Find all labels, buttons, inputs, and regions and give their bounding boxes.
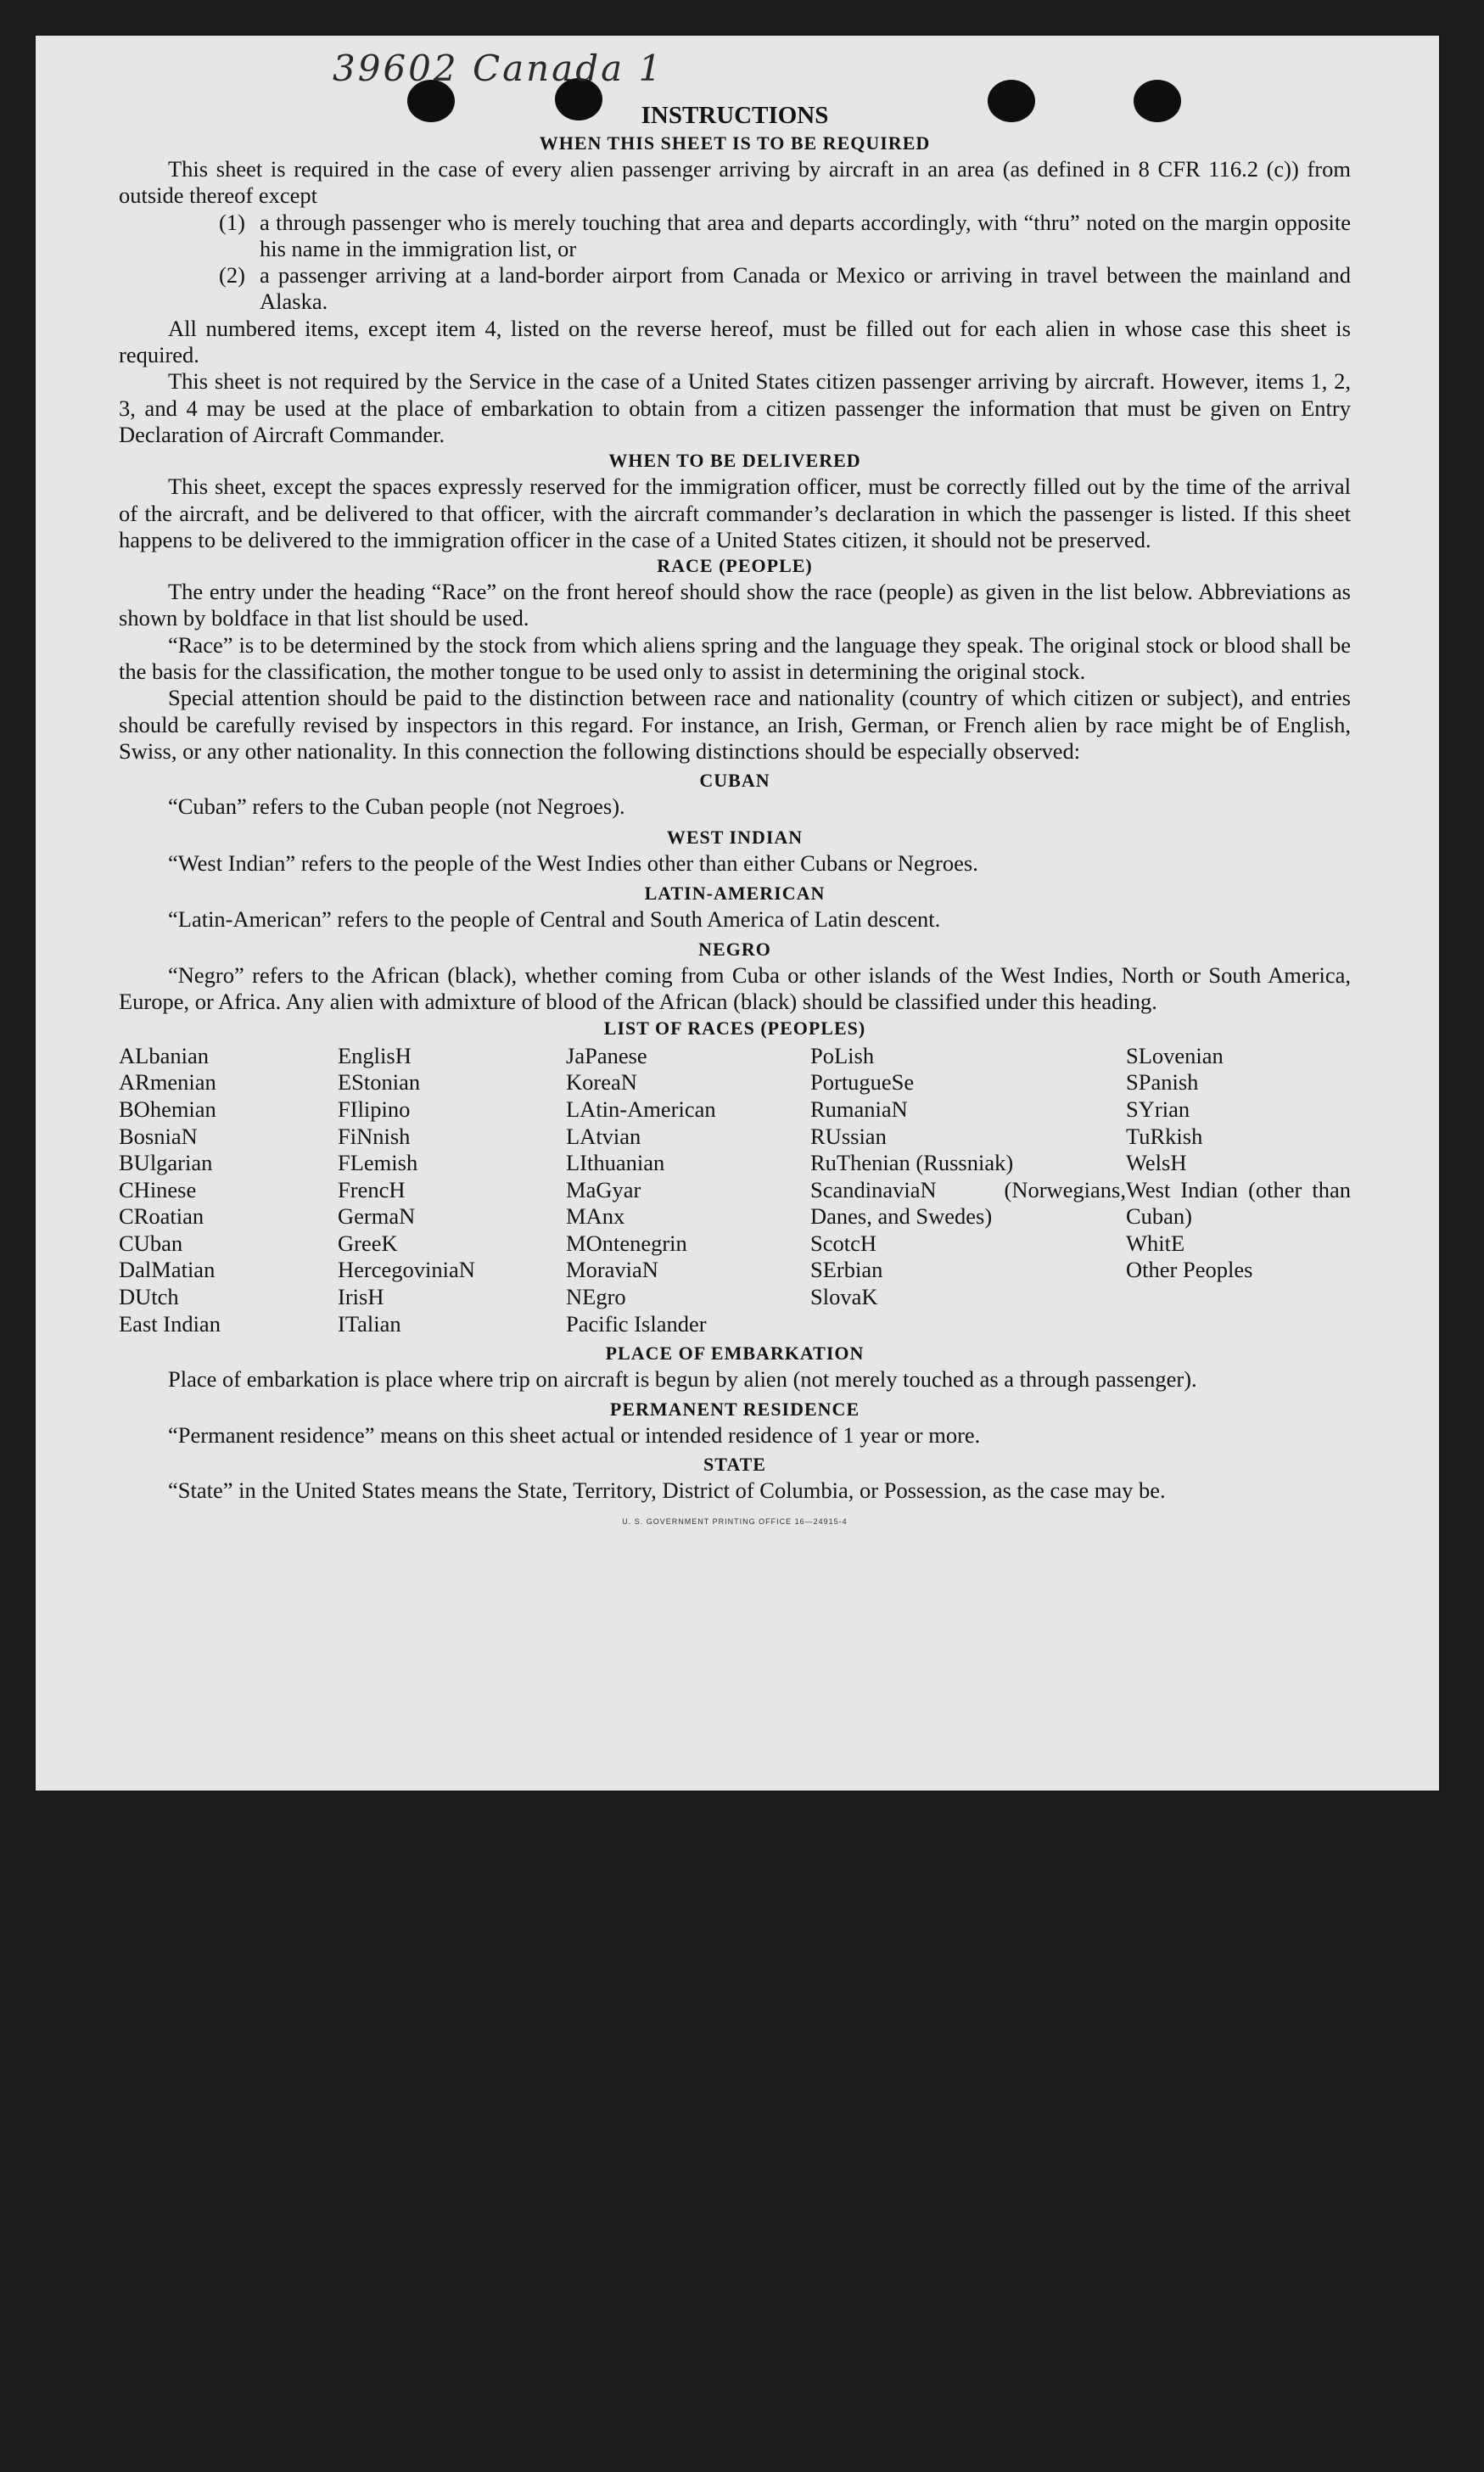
race-item: BosniaN [119,1123,198,1149]
race-item: LAtin-American [566,1096,716,1122]
race-item: NEgro [566,1284,626,1310]
race-item: IrisH [338,1284,384,1310]
paragraph: All numbered items, except item 4, listed on the reverse hereof, must be filled out for each alien in whose case this sheet is required. [119,315,1351,368]
list-item [219,210,1351,263]
printing-office-footer: U. S. GOVERNMENT PRINTING OFFICE 16—24915-4 [622,1517,848,1527]
paragraph: “Permanent residence” means on this sheet actual or intended residence of 1 year or more. [168,1421,981,1448]
section-heading: WHEN THIS SHEET IS TO BE REQUIRED [539,132,931,154]
race-item: JaPanese [566,1042,647,1068]
list-item [219,262,1351,316]
list-text: a passenger arriving at a land-border airport from Canada or Mexico or arriving in travel between the mainland and Alaska. [260,262,1351,315]
race-item: ITalian [338,1310,401,1337]
section-heading: LIST OF RACES (PEOPLES) [603,1017,866,1039]
race-item: MAnx [566,1203,625,1230]
list-number: (2) [219,262,245,289]
race-item: LIthuanian [566,1150,665,1176]
race-item: West Indian (other than Cuban) [1126,1176,1351,1230]
document-sheet [36,36,1439,1791]
paragraph: The entry under the heading “Race” on the front hereof should show the race (people) as given in the list below. Abbreviations as shown by boldface in that list should be used. [119,579,1351,631]
race-item: CHinese [119,1176,197,1202]
race-item: SPanish [1126,1069,1199,1096]
paragraph: Place of embarkation is place where trip on aircraft is begun by alien (not merely touched as a through passenger). [168,1366,1197,1393]
instructions-body [119,100,1351,1535]
race-item: RUssian [810,1123,887,1149]
race-item: MaGyar [566,1176,641,1202]
race-item: LAtvian [566,1123,641,1149]
race-item: KoreaN [566,1069,637,1096]
race-item: EStonian [338,1069,421,1096]
race-item: SErbian [810,1257,883,1283]
section-heading: PERMANENT RESIDENCE [609,1398,860,1420]
paragraph: Special attention should be paid to the distinction between race and nationality (country of which citizen or subject), and entries should be carefully revised by inspectors in this regard. For instance, an Irish, German, or French alien by race might be of English, Swiss, or any other nationality. In this connection the following distinctions should be especially observed: [119,685,1351,764]
race-item: ScandinaviaN (Norwegians, Danes, and Swedes) [810,1176,1126,1230]
race-item: ALbanian [119,1042,209,1068]
race-item: RuThenian (Russniak) [810,1150,1014,1176]
race-column [810,1043,1126,1338]
paragraph: “Cuban” refers to the Cuban people (not Negroes). [168,793,625,820]
race-item: WhitE [1126,1230,1185,1256]
race-item: Pacific Islander [566,1310,707,1337]
race-item: WelsH [1126,1150,1187,1176]
section-heading: CUBAN [699,770,770,792]
race-list [119,1043,1351,1338]
race-column [1126,1043,1351,1338]
section-heading: NEGRO [698,939,771,961]
race-item: SLovenian [1126,1042,1224,1068]
race-item: ScotcH [810,1230,877,1256]
race-item: PoLish [810,1042,875,1068]
race-item: HercegoviniaN [338,1257,475,1283]
race-item: TuRkish [1126,1123,1203,1149]
race-item: FiNnish [338,1123,411,1149]
race-item: SYrian [1126,1096,1190,1122]
paragraph: This sheet is not required by the Service in the case of a United States citizen passenger arriving by aircraft. However, items 1, 2, 3, and 4 may be used at the place of embarkation to obtain from a citizen passenger the information that must be given on Entry Declaration of Aircraft Commander. [119,368,1351,447]
paragraph: “Latin-American” refers to the people of Central and South America of Latin descent. [168,905,941,932]
race-column [566,1043,810,1338]
race-item: Other Peoples [1126,1257,1253,1283]
page-title: INSTRUCTIONS [641,102,829,129]
paragraph: “Negro” refers to the African (black), whether coming from Cuba or other islands of the West Indies, North or South America, Europe, or Africa. Any alien with admixture of blood of the African (black) should be classified under this heading. [119,962,1351,1015]
section-heading: STATE [703,1453,766,1475]
paragraph: “West Indian” refers to the people of the West Indies other than either Cubans or Negroes. [168,849,978,876]
race-column [338,1043,566,1338]
race-item: GermaN [338,1203,416,1230]
race-item: DalMatian [119,1257,216,1283]
race-item: GreeK [338,1230,398,1256]
list-text: a through passenger who is merely touching that area and departs accordingly, with “thru” noted on the margin opposite his name in the immigration list, or [260,209,1351,261]
race-item: CUban [119,1230,183,1256]
race-item: DUtch [119,1284,179,1310]
section-heading: WHEN TO BE DELIVERED [608,450,861,472]
race-item: CRoatian [119,1203,204,1230]
paragraph: “State” in the United States means the State, Territory, District of Columbia, or Possession, as the case may be. [168,1477,1166,1503]
race-item: MoraviaN [566,1257,658,1283]
race-item: BUlgarian [119,1150,213,1176]
race-item: East Indian [119,1310,221,1337]
race-column [119,1043,338,1338]
race-item: EnglisH [338,1042,412,1068]
race-item: FLemish [338,1150,418,1176]
race-item: FIlipino [338,1096,411,1122]
section-heading: WEST INDIAN [666,826,804,848]
race-item: MOntenegrin [566,1230,687,1256]
race-item: ARmenian [119,1069,216,1096]
list-number: (1) [219,209,245,235]
paragraph: “Race” is to be determined by the stock from which aliens spring and the language they speak. The original stock or blood shall be the basis for the classification, the mother tongue to be used only to assist in determining the original stock. [119,631,1351,685]
race-item: BOhemian [119,1096,216,1122]
race-item: SlovaK [810,1284,878,1310]
race-item: PortugueSe [810,1069,915,1096]
section-heading: PLACE OF EMBARKATION [605,1343,865,1365]
handwritten-annotation: 39602 Canada 1 [333,48,664,89]
race-item: FrencH [338,1176,406,1202]
section-heading: LATIN-AMERICAN [644,882,826,904]
paragraph: This sheet, except the spaces expressly reserved for the immigration officer, must be correctly filled out by the time of the arrival of the aircraft, and be delivered to that officer, with the aircraft commander’s declaration in which the passenger is listed. If this sheet happens to be delivered to the immigration officer in the case of a United States citizen, it should not be preserved. [119,474,1351,552]
section-heading: RACE (PEOPLE) [657,555,813,577]
race-item: RumaniaN [810,1096,908,1122]
paragraph: This sheet is required in the case of every alien passenger arriving by aircraft in an area (as defined in 8 CFR 116.2 (c)) from outside thereof except [119,156,1351,209]
